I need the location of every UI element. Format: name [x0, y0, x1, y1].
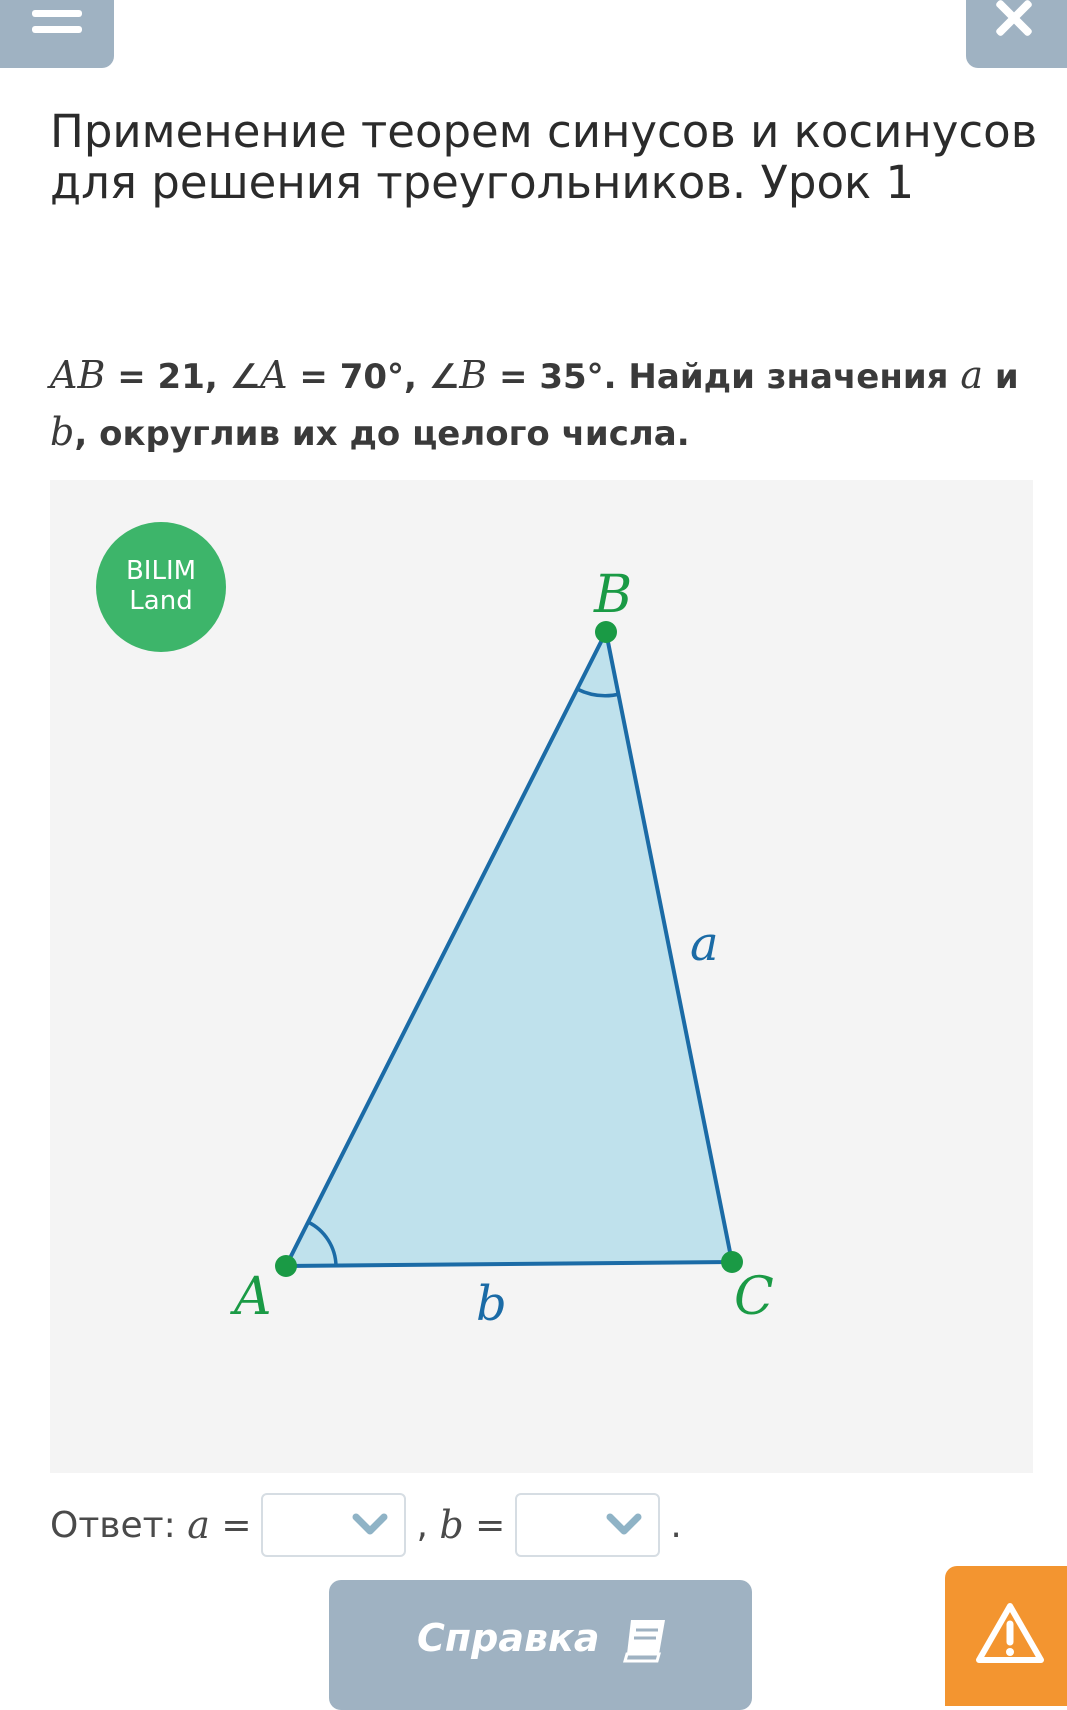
hamburger-menu-icon — [32, 10, 82, 17]
hamburger-menu-icon-bar — [32, 26, 82, 33]
angle-b-value: = 35°. Найди значения — [487, 357, 961, 397]
logo-line1: BILIM — [125, 556, 197, 586]
task-statement — [50, 348, 1040, 462]
answer-eq-b: = — [463, 1504, 506, 1546]
var-b: b — [50, 410, 75, 454]
vertex-a-point — [275, 1255, 297, 1277]
book-icon — [621, 1617, 669, 1663]
bilimland-logo — [96, 522, 226, 652]
help-button-label: Справка — [417, 1616, 600, 1660]
task-rest: , округлив их до целого числа. — [74, 414, 690, 454]
angle-b-var: B — [459, 353, 488, 397]
answer-period: . — [670, 1504, 682, 1546]
triangle-abc — [286, 632, 732, 1266]
vertex-a-label: A — [234, 1267, 272, 1327]
side-b-label: b — [476, 1276, 507, 1332]
and-word: и — [983, 357, 1019, 397]
vertex-b-label: B — [594, 565, 633, 625]
answer-row — [50, 1490, 682, 1560]
chevron-down-icon — [350, 1509, 390, 1539]
ab-value: = 21, ∠ — [105, 357, 261, 397]
chevron-down-icon — [604, 1509, 644, 1539]
warning-icon — [975, 1602, 1045, 1666]
side-a-label: a — [690, 916, 719, 972]
answer-a-dropdown[interactable] — [261, 1493, 406, 1557]
answer-var-a: a — [187, 1503, 210, 1547]
page-title: Применение теорем синусов и косинусов для решения треугольников. Урок 1 — [50, 105, 1038, 209]
report-problem-button[interactable] — [945, 1566, 1067, 1706]
answer-eq-a: = — [209, 1504, 252, 1546]
angle-a-var: A — [260, 353, 288, 397]
triangle-figure — [50, 480, 1033, 1473]
answer-var-b: b — [439, 1503, 464, 1547]
help-button[interactable] — [329, 1580, 752, 1710]
segment-ab: AB — [50, 353, 106, 397]
answer-label: Ответ: — [50, 1504, 188, 1546]
angle-a-value: = 70°, ∠ — [287, 357, 460, 397]
var-a: a — [960, 353, 984, 397]
answer-comma: , — [416, 1504, 440, 1546]
answer-b-dropdown[interactable] — [515, 1493, 660, 1557]
logo-line2: Land — [129, 586, 193, 616]
vertex-c-label: C — [734, 1267, 774, 1327]
close-button[interactable] — [966, 0, 1067, 68]
menu-button[interactable] — [0, 0, 114, 68]
